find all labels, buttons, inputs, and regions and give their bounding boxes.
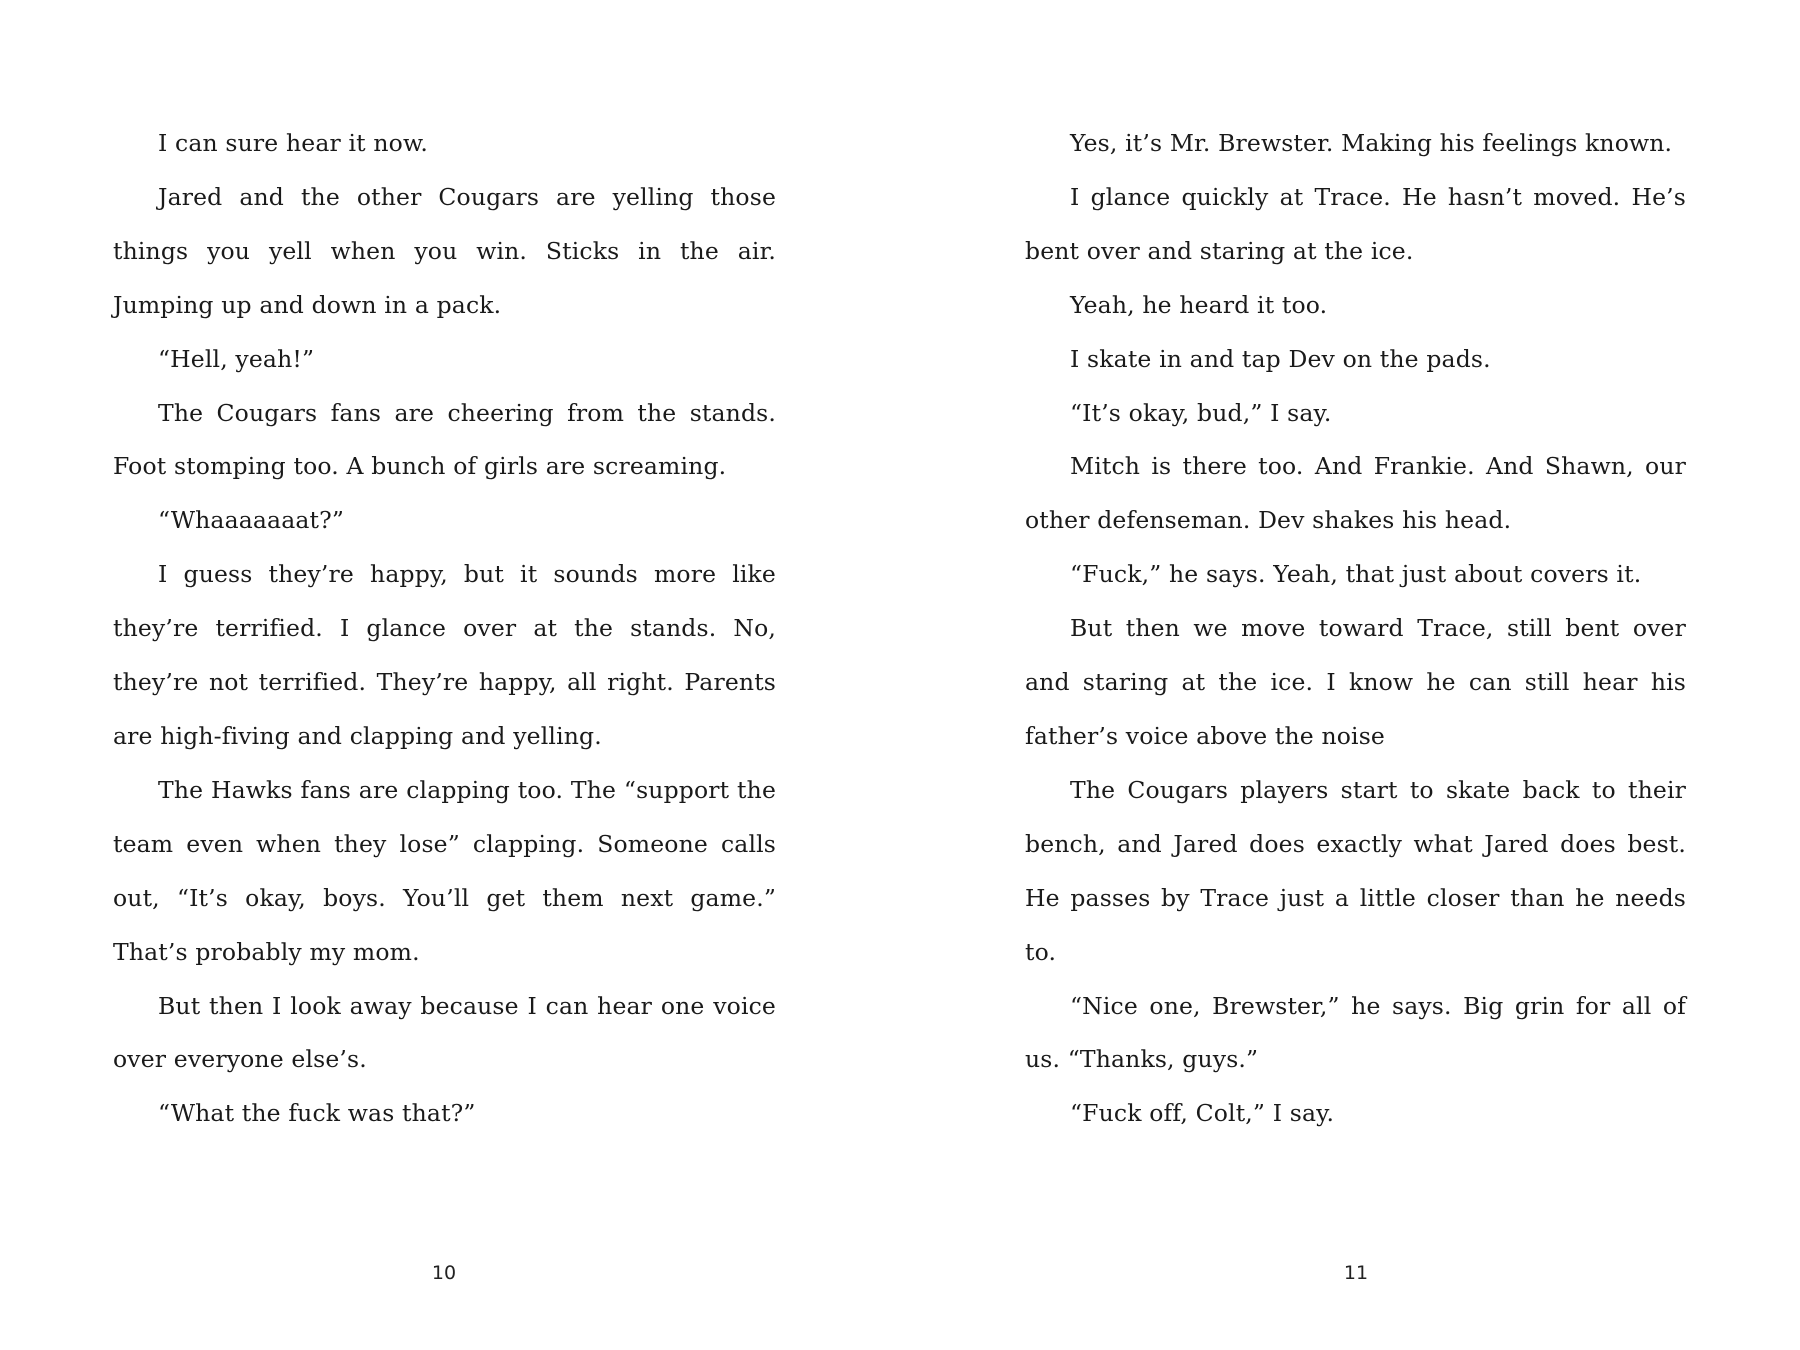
paragraph: The Hawks fans are clapping too. The “support the team even when they lose” clapping. Someone calls out, “It’s okay, boys. You’ll get them next game.” That’s probably my mom. xyxy=(113,775,776,966)
paragraph: The Cougars fans are cheering from the stands. Foot stomping too. A bunch of girls are screaming. xyxy=(113,398,776,481)
page-number: 11 xyxy=(1343,1262,1369,1284)
paragraph: I skate in and tap Dev on the pads. xyxy=(1070,344,1491,373)
paragraph: But then I look away because I can hear one voice over everyone else’s. xyxy=(113,991,776,1074)
paragraph: “Fuck off, Colt,” I say. xyxy=(1070,1099,1335,1128)
paragraph: “Hell, yeah!” xyxy=(158,344,315,373)
paragraph: “What the fuck was that?” xyxy=(158,1099,476,1128)
right-page-body xyxy=(1025,117,1686,1141)
paragraph: Jared and the other Cougars are yelling those things you yell when you win. Sticks in the air. Jumping up and down in a pack. xyxy=(113,182,776,319)
right-page xyxy=(900,0,1800,1350)
paragraph: I glance quickly at Trace. He hasn’t moved. He’s bent over and staring at the ice. xyxy=(1025,182,1686,265)
page-number: 10 xyxy=(431,1262,457,1284)
paragraph: Mitch is there too. And Frankie. And Shawn, our other defenseman. Dev shakes his head. xyxy=(1025,452,1686,535)
paragraph: Yeah, he heard it too. xyxy=(1070,290,1328,319)
paragraph: I guess they’re happy, but it sounds more like they’re terrified. I glance over at the stands. No, they’re not terrified. They’re happy, all right. Parents are high-fiving and clapping and yelling. xyxy=(113,560,776,750)
paragraph: “It’s okay, bud,” I say. xyxy=(1070,398,1332,427)
paragraph: “Whaaaaaaat?” xyxy=(158,506,345,535)
paragraph: But then we move toward Trace, still bent over and staring at the ice. I know he can still hear his father’s voice above the noise xyxy=(1025,614,1686,750)
left-page-body xyxy=(113,117,776,1141)
paragraph: “Nice one, Brewster,” he says. Big grin for all of us. “Thanks, guys.” xyxy=(1025,991,1686,1074)
paragraph: I can sure hear it now. xyxy=(158,129,429,157)
paragraph: “Fuck,” he says. Yeah, that just about covers it. xyxy=(1070,560,1642,589)
paragraph: The Cougars players start to skate back to their bench, and Jared does exactly what Jared does best. He passes by Trace just a little closer than he needs to. xyxy=(1025,775,1686,966)
paragraph: Yes, it’s Mr. Brewster. Making his feelings known. xyxy=(1070,129,1673,157)
